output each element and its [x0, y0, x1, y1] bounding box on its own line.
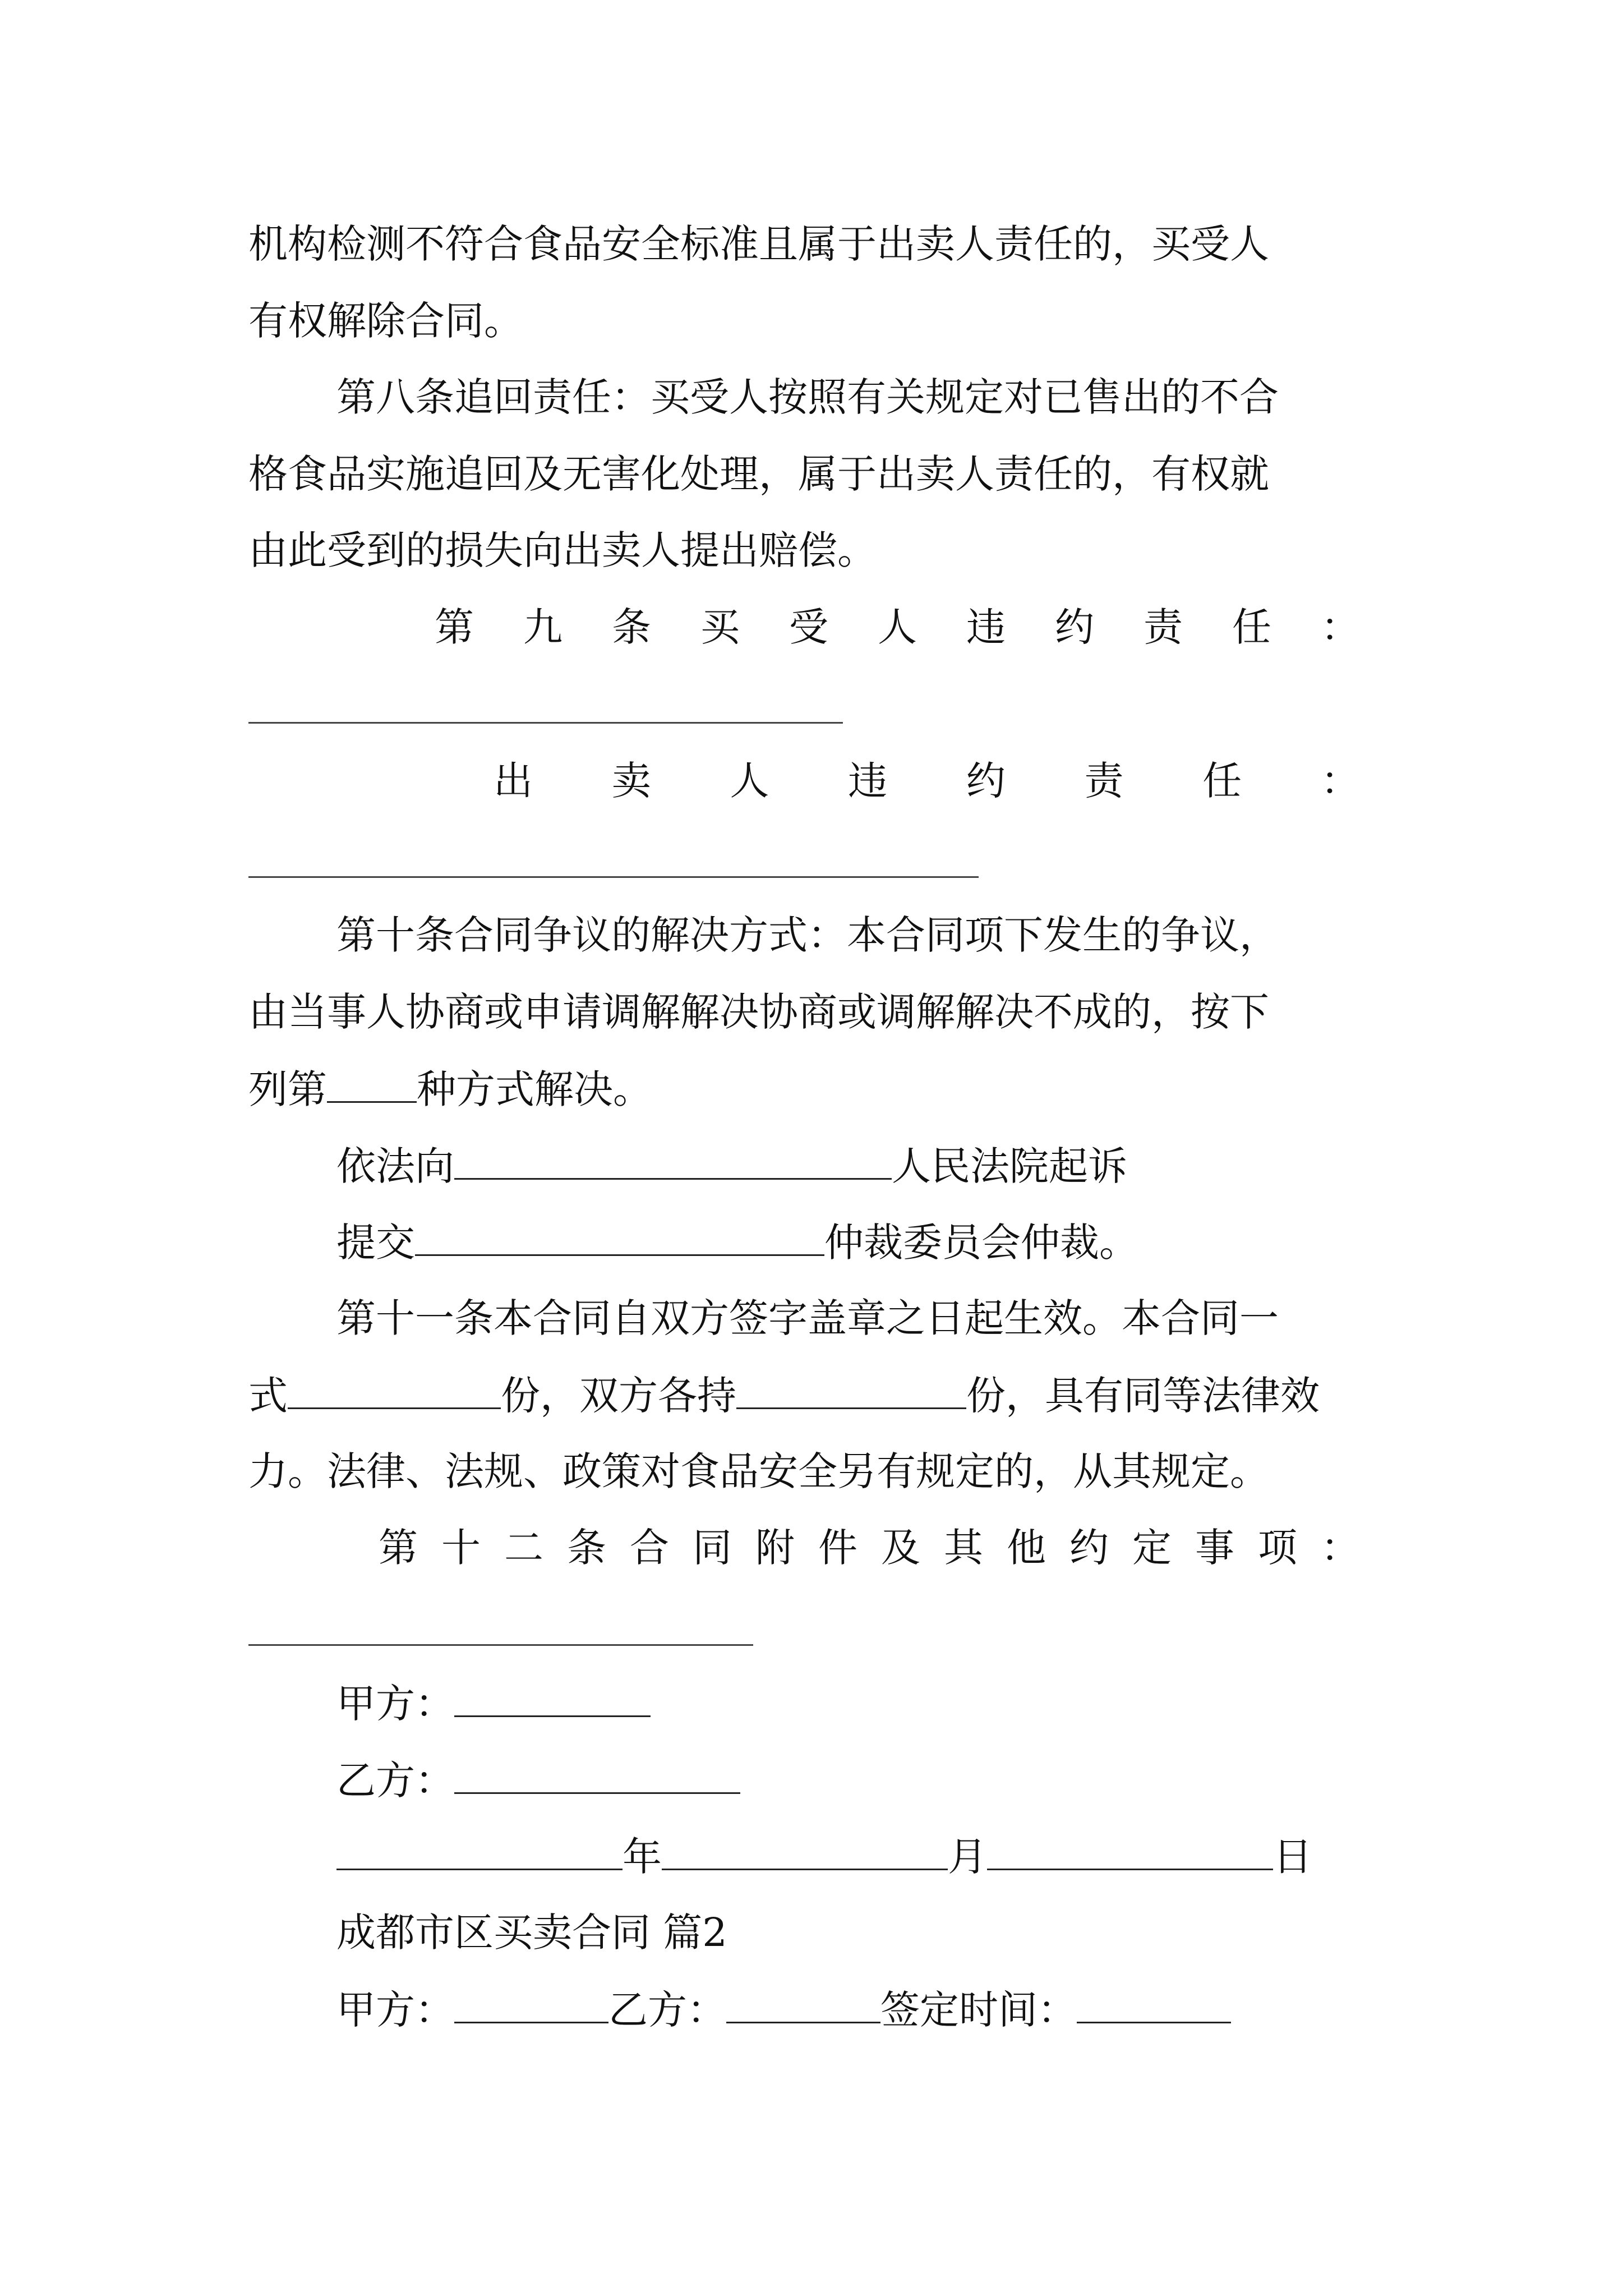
blank-field [726, 1989, 880, 2023]
seller-liability-heading [494, 758, 1360, 804]
heading-char: 违 [966, 604, 1006, 650]
blank-field [454, 1989, 608, 2023]
heading-char: 人 [730, 758, 769, 804]
article-8-line: 由此受到的损失向出卖人提出赔偿。 [248, 527, 877, 573]
heading-char: 任 [1202, 758, 1242, 804]
blank-field [736, 1375, 966, 1409]
blank-line [248, 876, 979, 878]
heading-char: 买 [700, 604, 740, 650]
blank-field [288, 1375, 501, 1409]
heading-char: 受 [789, 604, 828, 650]
article-11-line: 式 份，双方各持 份，具有同等法律效 [248, 1373, 1320, 1419]
section-2-parties-line: 甲方： 乙方： 签定时间： [336, 1989, 1231, 2028]
heading-char: 十 [441, 1525, 481, 1571]
blank-field [987, 1836, 1273, 1870]
date-line: 年 月 日 [336, 1836, 1312, 1875]
heading-char: 第 [379, 1525, 418, 1571]
article-10-line: 由当事人协商或申请调解解决协商或调解解决不成的，按下 [248, 989, 1269, 1035]
heading-char: 任 [1232, 604, 1271, 650]
heading-char: 定 [1132, 1525, 1172, 1571]
party-b-signature-line [336, 1757, 740, 1803]
article-11-line: 力。法律、法规、政策对食品安全另有规定的，从其规定。 [248, 1448, 1269, 1494]
heading-char: 出 [494, 758, 533, 804]
article-10-line: 第十条合同争议的解决方式：本合同项下发生的争议， [336, 912, 1279, 958]
blank-field [327, 1069, 417, 1103]
article-8-line: 格食品实施追回及无害化处理，属于出卖人责任的，有权就 [248, 451, 1269, 497]
heading-char: 合 [630, 1525, 669, 1571]
article-11-line: 第十一条本合同自双方签字盖章之日起生效。本合同一 [336, 1295, 1279, 1341]
heading-char: 项 [1258, 1525, 1297, 1571]
heading-char: 责 [1144, 604, 1183, 650]
blank-field [336, 1836, 623, 1870]
heading-char: 附 [755, 1525, 795, 1571]
heading-char: ： [1321, 604, 1360, 650]
paragraph-line: 有权解除合同。 [248, 298, 523, 344]
blank-field [1077, 1989, 1231, 2023]
party-a-label: 甲方： [336, 1681, 454, 1727]
heading-char: 条 [612, 604, 651, 650]
heading-char: 约 [1055, 604, 1094, 650]
heading-char: 其 [944, 1525, 983, 1571]
heading-char: 人 [878, 604, 917, 650]
heading-char: ： [1321, 1525, 1360, 1571]
heading-char: 条 [567, 1525, 606, 1571]
heading-char: 二 [504, 1525, 543, 1571]
court-option-line: 依法向 人民法院起诉 [336, 1143, 1127, 1189]
blank-field [454, 1145, 892, 1180]
heading-char: 约 [966, 758, 1006, 804]
heading-char: 及 [881, 1525, 920, 1571]
blank-line [248, 1644, 753, 1646]
heading-char: 件 [818, 1525, 857, 1571]
blank-field [454, 1683, 651, 1717]
arbitration-option-line: 提交 仲裁委员会仲裁。 [336, 1220, 1138, 1266]
party-b-label: 乙方： [336, 1757, 454, 1803]
heading-char: 事 [1195, 1525, 1234, 1571]
blank-field [415, 1222, 824, 1256]
heading-char: 违 [848, 758, 888, 804]
article-10-line: 列第 种方式解决。 [248, 1066, 652, 1112]
article-8-line: 第八条追回责任：买受人按照有关规定对已售出的不合 [336, 374, 1279, 420]
heading-char: 卖 [611, 758, 651, 804]
heading-char: 约 [1069, 1525, 1109, 1571]
article-12-heading [379, 1525, 1360, 1571]
blank-line [248, 722, 843, 724]
blank-field [454, 1760, 740, 1794]
heading-char: 九 [523, 604, 562, 650]
heading-char: ： [1320, 758, 1360, 804]
heading-char: 同 [693, 1525, 732, 1571]
article-9-heading [435, 604, 1360, 650]
blank-field [662, 1836, 948, 1870]
paragraph-line: 机构检测不符合食品安全标准且属于出卖人责任的，买受人 [248, 221, 1269, 267]
heading-char: 第 [435, 604, 474, 650]
heading-char: 责 [1084, 758, 1124, 804]
section-2-title: 成都市区买卖合同 篇2 [336, 1910, 727, 1955]
party-a-signature-line [336, 1681, 651, 1727]
heading-char: 他 [1007, 1525, 1046, 1571]
